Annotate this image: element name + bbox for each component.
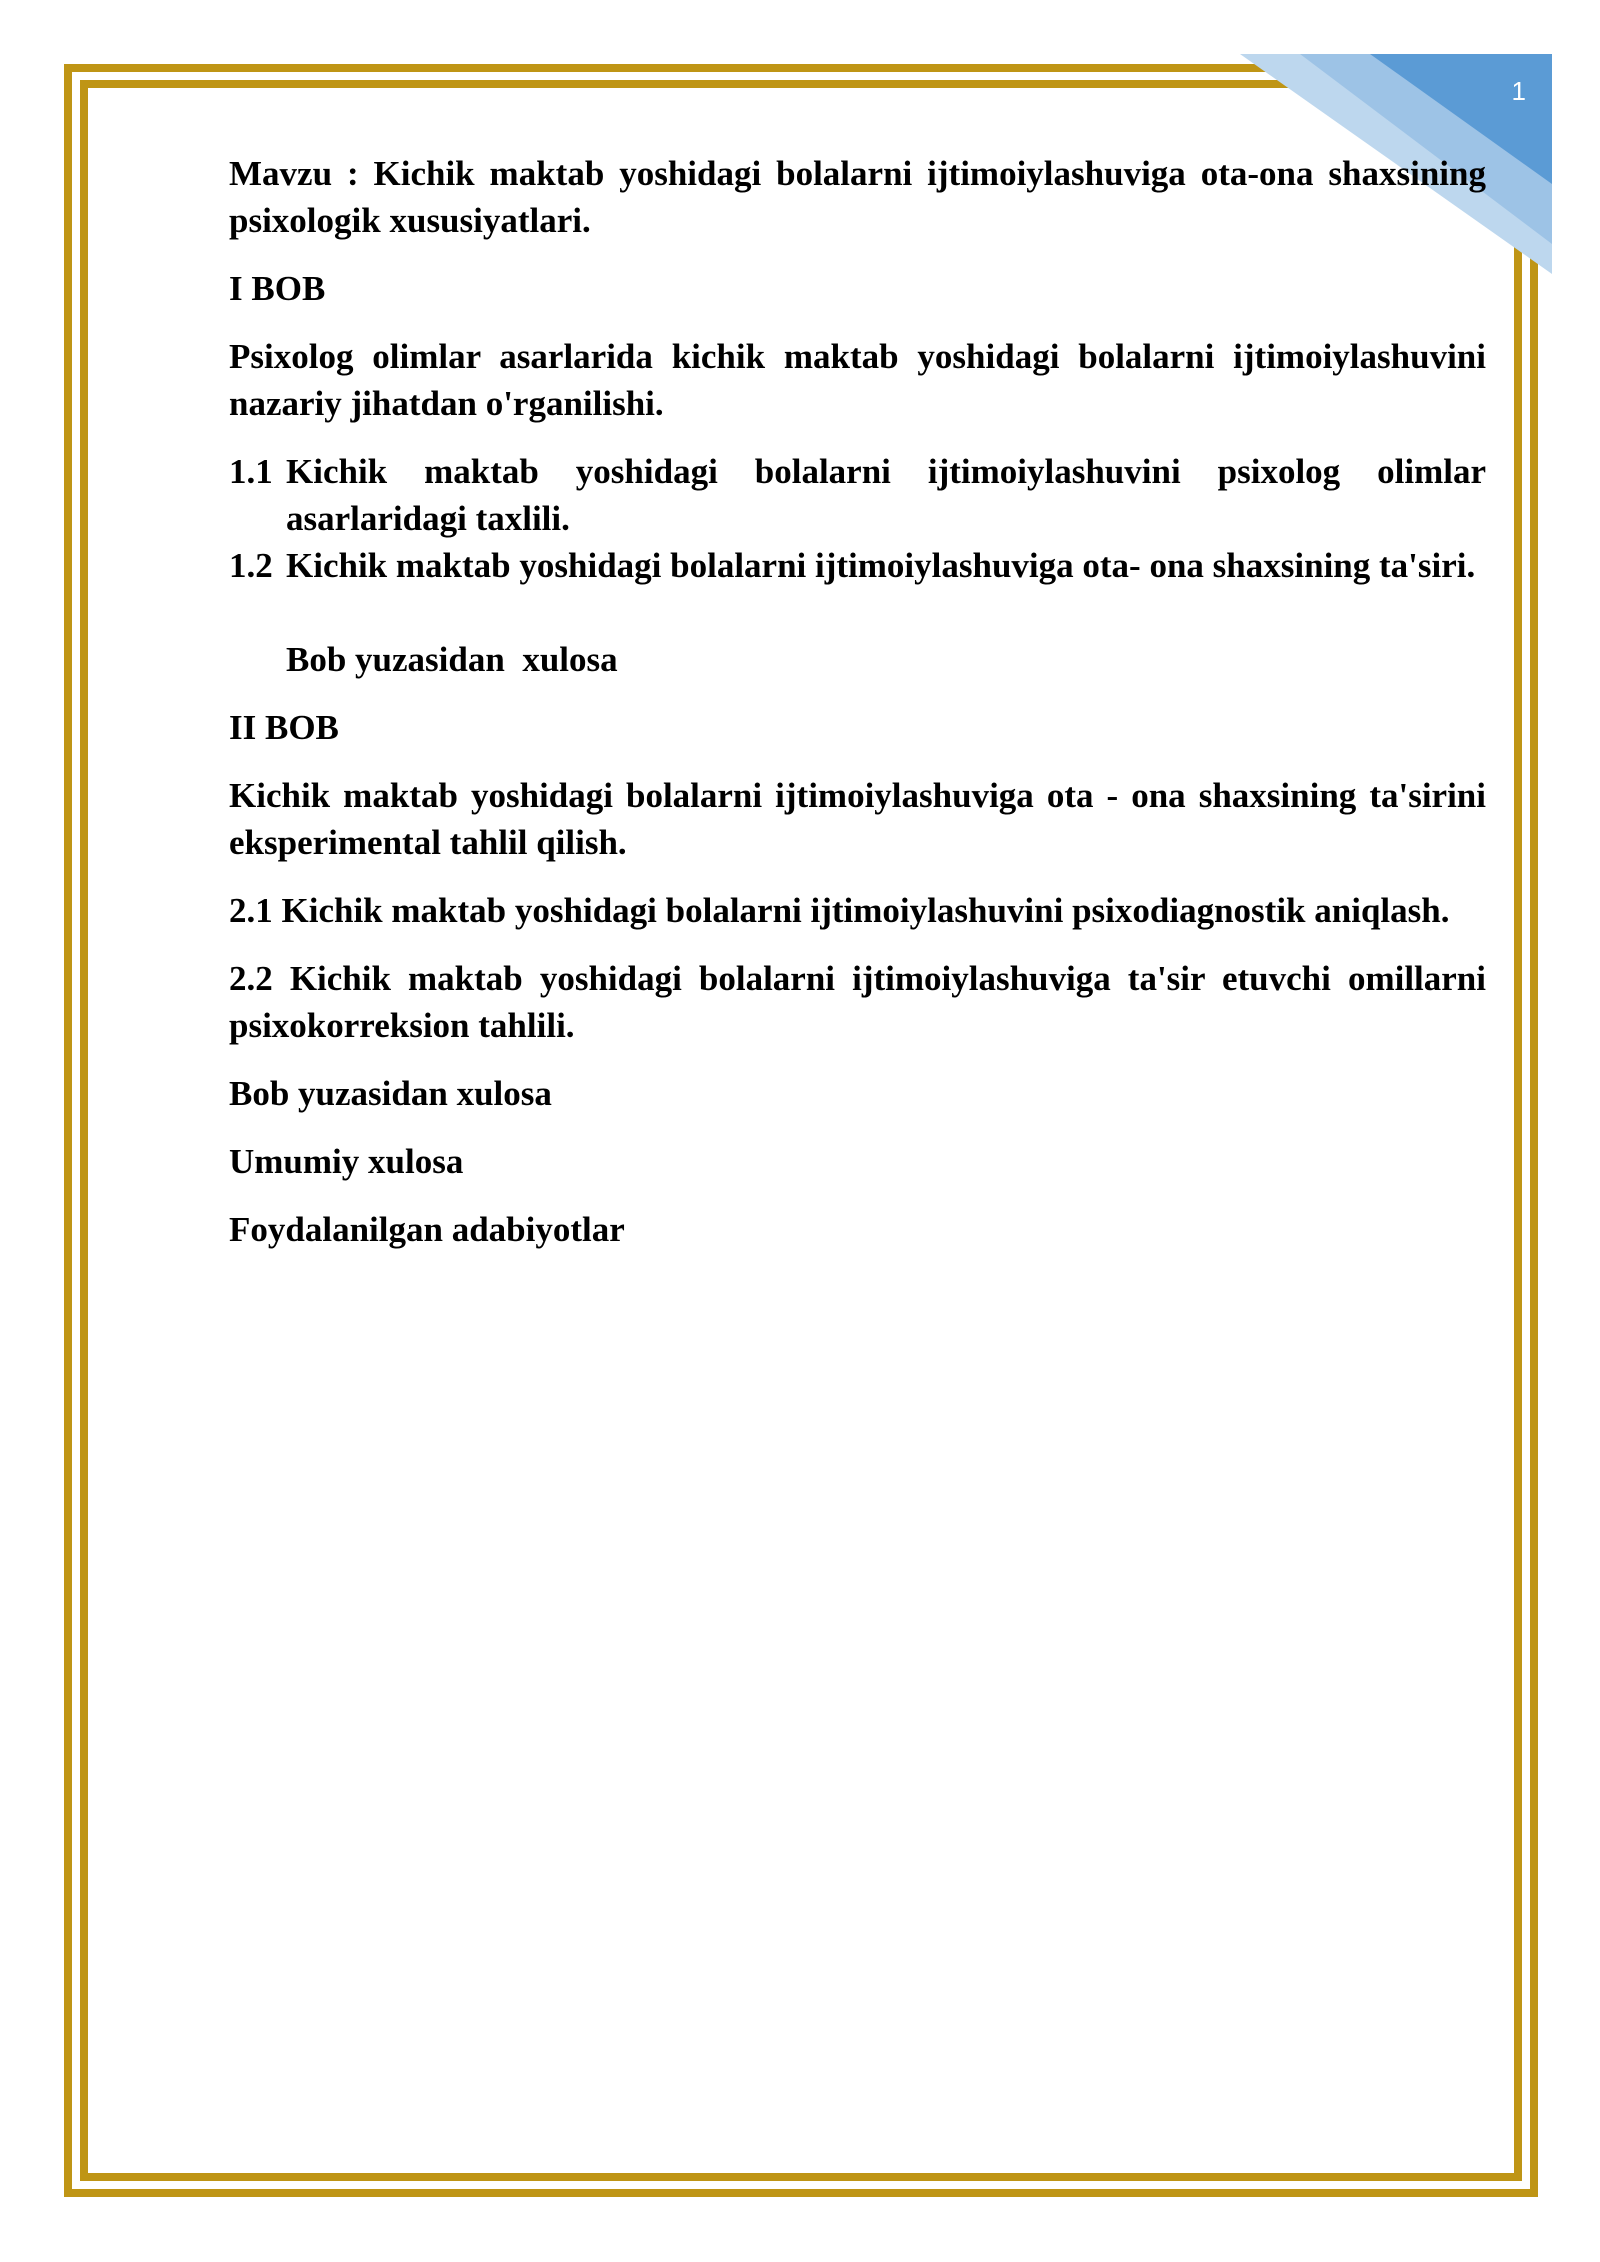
document-body — [229, 150, 1486, 1253]
section-1-1-text: Kichik maktab yoshidagi bolalarni ijtimoiylashuvini psixolog olimlar asarlaridagi taxlili. — [286, 452, 1486, 538]
references: Foydalanilgan adabiyotlar — [229, 1210, 625, 1249]
chapter-1-conclusion: Bob yuzasidan xulosa — [286, 640, 618, 679]
chapter-1-heading: I BOB — [229, 269, 326, 308]
chapter-2-heading: II BOB — [229, 708, 339, 747]
general-conclusion: Umumiy xulosa — [229, 1142, 464, 1181]
section-2-2: 2.2 Kichik maktab yoshidagi bolalarni ijtimoiylashuviga ta'sir etuvchi omillarni psixokorreksion tahlili. — [229, 959, 1486, 1045]
page-number: 1 — [1511, 76, 1526, 106]
section-1-2-text: Kichik maktab yoshidagi bolalarni ijtimoiylashuviga ota- ona shaxsining ta'siri. — [286, 546, 1476, 585]
topic-title: Mavzu : Kichik maktab yoshidagi bolalarni ijtimoiylashuviga ota-ona shaxsining psixologik xususiyatlari. — [229, 154, 1486, 240]
chapter-2-title: Kichik maktab yoshidagi bolalarni ijtimoiylashuviga ota - ona shaxsining ta'sirini eksperimental tahlil qilish. — [229, 776, 1486, 862]
section-1-2-number: 1.2 — [229, 546, 273, 585]
chapter-2-conclusion: Bob yuzasidan xulosa — [229, 1074, 552, 1113]
section-2-1: 2.1 Kichik maktab yoshidagi bolalarni ijtimoiylashuvini psixodiagnostik aniqlash. — [229, 891, 1450, 930]
section-1-1-number: 1.1 — [229, 452, 273, 491]
chapter-1-title: Psixolog olimlar asarlarida kichik maktab yoshidagi bolalarni ijtimoiylashuvini nazariy jihatdan o'rganilishi. — [229, 337, 1486, 423]
section-1-1 — [229, 448, 1486, 542]
section-1-2 — [229, 542, 1486, 589]
